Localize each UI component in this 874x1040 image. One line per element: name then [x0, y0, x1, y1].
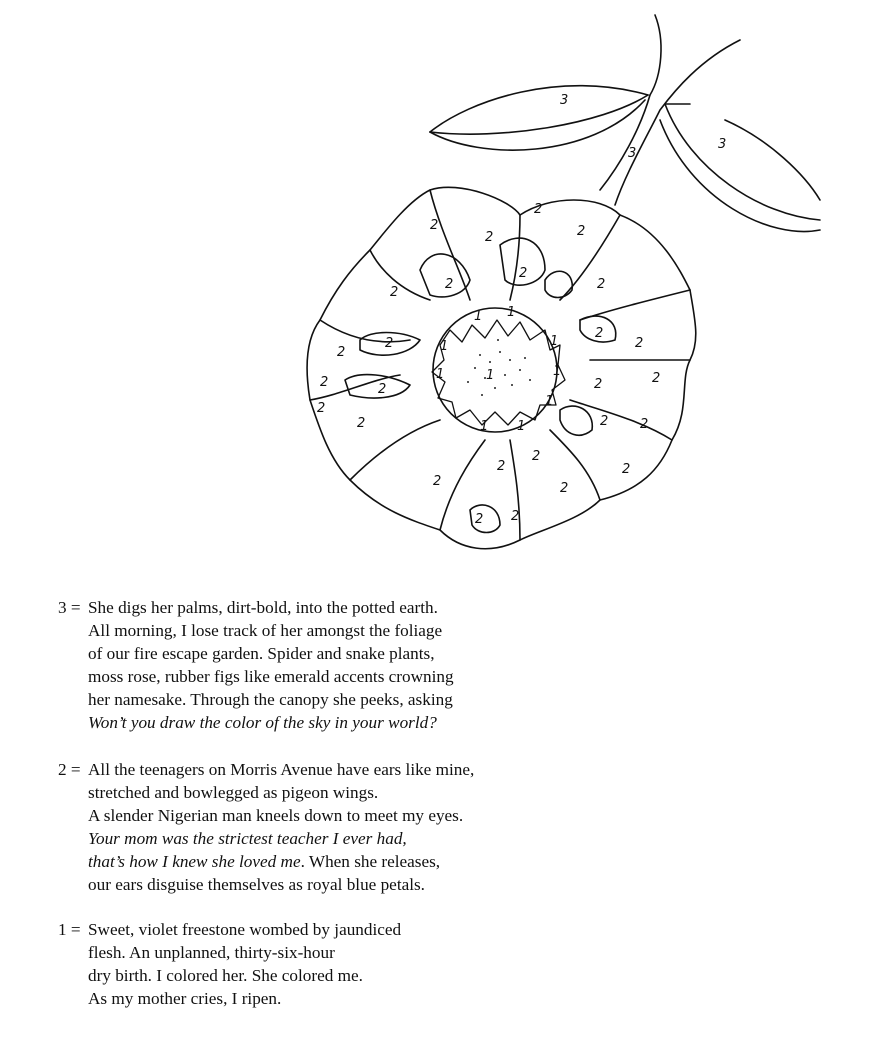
- stanza-key: 1 =: [58, 920, 81, 939]
- svg-text:1: 1: [507, 305, 516, 320]
- poem-line: She digs her palms, dirt-bold, into the potted earth.: [88, 598, 438, 617]
- svg-text:2: 2: [534, 202, 543, 217]
- svg-text:2: 2: [337, 345, 346, 360]
- svg-text:1: 1: [436, 367, 445, 382]
- poem-line-italic: Won’t you draw the color of the sky in your world?: [88, 713, 437, 732]
- roman-segment: . When she releases,: [300, 852, 441, 871]
- left-leaf: [430, 86, 648, 150]
- svg-text:2: 2: [385, 336, 394, 351]
- svg-text:2: 2: [433, 474, 442, 489]
- svg-text:2: 2: [640, 417, 649, 432]
- svg-text:2: 2: [445, 277, 454, 292]
- poem-line-italic: Your mom was the strictest teacher I ever had,: [88, 829, 407, 848]
- svg-text:2: 2: [532, 449, 541, 464]
- poem-line: our ears disguise themselves as royal blue petals.: [88, 875, 425, 894]
- stanza-2: [58, 758, 474, 896]
- svg-text:3: 3: [560, 93, 569, 108]
- stanza-3: [58, 596, 454, 734]
- svg-text:1: 1: [553, 364, 562, 379]
- svg-text:3: 3: [718, 137, 727, 152]
- poem-line: dry birth. I colored her. She colored me.: [88, 966, 363, 985]
- right-leaf: [660, 104, 820, 232]
- svg-text:1: 1: [517, 419, 526, 434]
- svg-text:2: 2: [597, 277, 606, 292]
- poem-line: of our fire escape garden. Spider and snake plants,: [88, 644, 435, 663]
- svg-text:2: 2: [519, 266, 528, 281]
- svg-text:2: 2: [320, 375, 329, 390]
- poem-line: flesh. An unplanned, thirty-six-hour: [88, 943, 335, 962]
- stanza-1: [58, 918, 401, 1010]
- poem-line: stretched and bowlegged as pigeon wings.: [88, 783, 379, 802]
- poem-line: A slender Nigerian man kneels down to meet my eyes.: [88, 806, 464, 825]
- svg-text:1: 1: [480, 419, 489, 434]
- svg-text:2: 2: [485, 230, 494, 245]
- svg-text:2: 2: [357, 416, 366, 431]
- poem-line: All the teenagers on Morris Avenue have ears like mine,: [88, 760, 475, 779]
- stanza-key: 2 =: [58, 760, 81, 779]
- svg-text:2: 2: [560, 481, 569, 496]
- poem-line-mixed: [88, 850, 474, 873]
- svg-text:2: 2: [652, 371, 661, 386]
- poem-line: As my mother cries, I ripen.: [88, 989, 282, 1008]
- svg-text:2: 2: [390, 285, 399, 300]
- poem-line: All morning, I lose track of her amongst the foliage: [88, 621, 443, 640]
- svg-text:2: 2: [497, 459, 506, 474]
- svg-text:2: 2: [475, 512, 484, 527]
- number-labels: [317, 93, 726, 527]
- svg-text:2: 2: [430, 218, 439, 233]
- flower-head: [307, 187, 696, 548]
- svg-text:1: 1: [486, 368, 495, 383]
- svg-text:2: 2: [594, 377, 603, 392]
- svg-text:2: 2: [635, 336, 644, 351]
- poem-line: moss rose, rubber figs like emerald accents crowning: [88, 667, 454, 686]
- svg-text:1: 1: [474, 309, 483, 324]
- svg-text:2: 2: [600, 414, 609, 429]
- svg-text:1: 1: [550, 334, 559, 349]
- poem-line: her namesake. Through the canopy she peeks, asking: [88, 690, 453, 709]
- stanza-key: 3 =: [58, 598, 81, 617]
- flower-illustration: [290, 0, 850, 570]
- svg-text:2: 2: [595, 326, 604, 341]
- svg-text:2: 2: [577, 224, 586, 239]
- svg-text:2: 2: [511, 509, 520, 524]
- italic-segment: that’s how I knew she loved me: [88, 852, 301, 871]
- svg-text:2: 2: [622, 462, 631, 477]
- svg-text:2: 2: [378, 382, 387, 397]
- svg-text:3: 3: [628, 146, 637, 161]
- svg-text:1: 1: [440, 339, 449, 354]
- poem-line: Sweet, violet freestone wombed by jaundiced: [88, 920, 402, 939]
- svg-text:1: 1: [545, 394, 554, 409]
- svg-text:2: 2: [317, 401, 326, 416]
